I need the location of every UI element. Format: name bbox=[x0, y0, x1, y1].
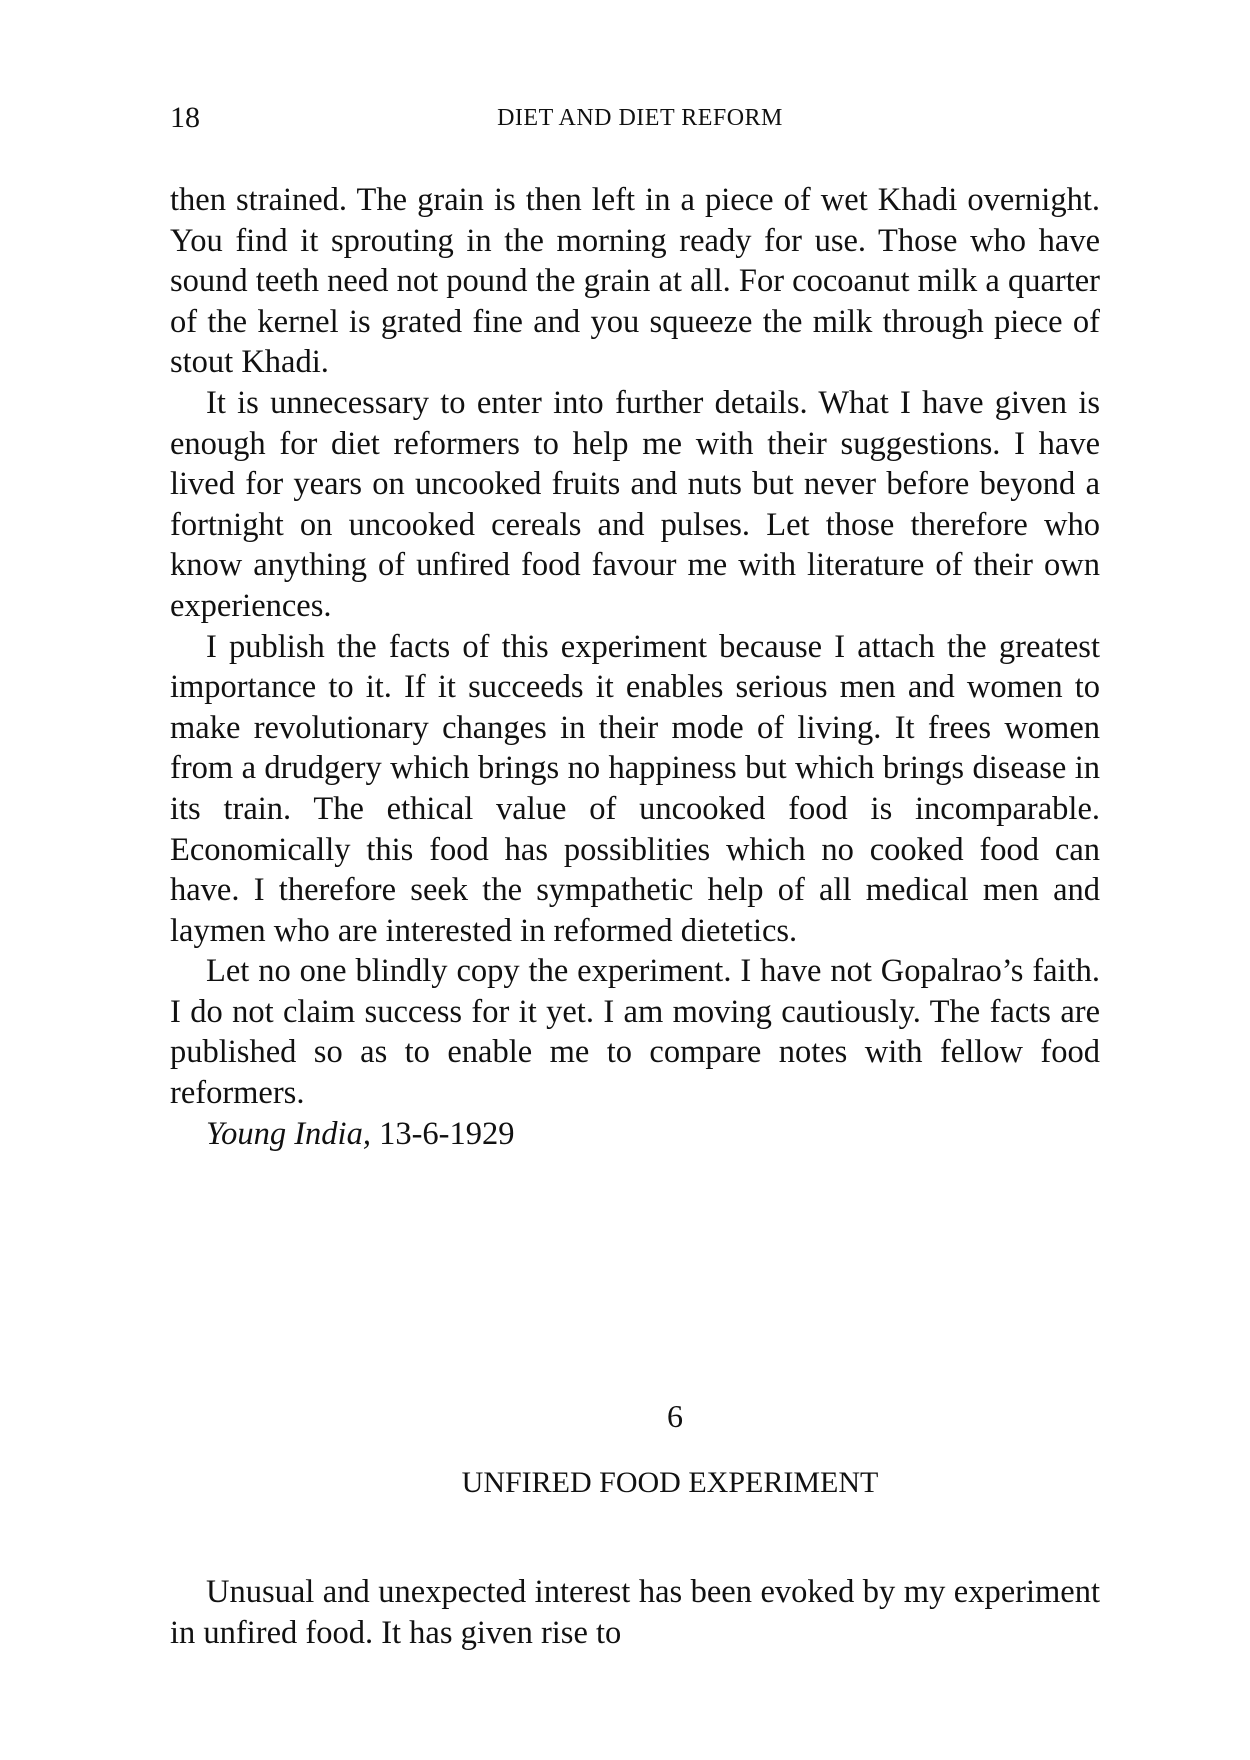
chapter-number: 6 bbox=[667, 1398, 683, 1434]
running-head: DIET AND DIET REFORM bbox=[497, 105, 783, 131]
paragraph: Let no one blindly copy the experiment. I have not Gopalrao’s faith. I do not claim success for it yet. I am moving cautiously. The facts are published so as to enable me to compare notes with fellow food reformers. bbox=[170, 953, 1100, 1112]
page-number: 18 bbox=[170, 101, 200, 134]
body-text bbox=[170, 180, 1100, 1154]
paragraph: Unusual and unexpected interest has been evoked by my experiment in unfired food. It has given rise to bbox=[170, 1574, 1100, 1651]
chapter-body-text bbox=[170, 1572, 1100, 1654]
paragraph: I publish the facts of this experiment because I attach the greatest importance to it. If it succeeds it enables serious men and women to make revolutionary changes in their mode of living. It frees women from a drudgery which brings no happiness but which brings disease in its train. The ethical value of uncooked food is incomparable. Economically this food has possiblities which no cooked food can have. I therefore seek the sympathetic help of all medical men and laymen who are interested in reformed dietetics. bbox=[170, 628, 1100, 949]
citation-source: Young India, bbox=[206, 1115, 371, 1152]
paragraph: then strained. The grain is then left in a piece of wet Khadi overnight. You find it sprouting in the morning ready for use. Those who have sound teeth need not pound the grain at all. For cocoanut milk a quarter of the kernel is grated fine and you squeeze the milk through piece of stout Khadi. bbox=[170, 182, 1100, 381]
paragraph: It is unnecessary to enter into further details. What I have given is enough for diet reformers to help me with their suggestions. I have lived for years on uncooked fruits and nuts but never before beyond a fortnight on uncooked cereals and pulses. Let those therefore who know anything of unfired food favour me with literature of their own experiences. bbox=[170, 384, 1100, 624]
citation bbox=[170, 1114, 1100, 1155]
citation-date: 13-6-1929 bbox=[379, 1115, 515, 1152]
chapter-title: UNFIRED FOOD EXPERIMENT bbox=[461, 1466, 879, 1499]
page-header bbox=[170, 98, 1100, 138]
